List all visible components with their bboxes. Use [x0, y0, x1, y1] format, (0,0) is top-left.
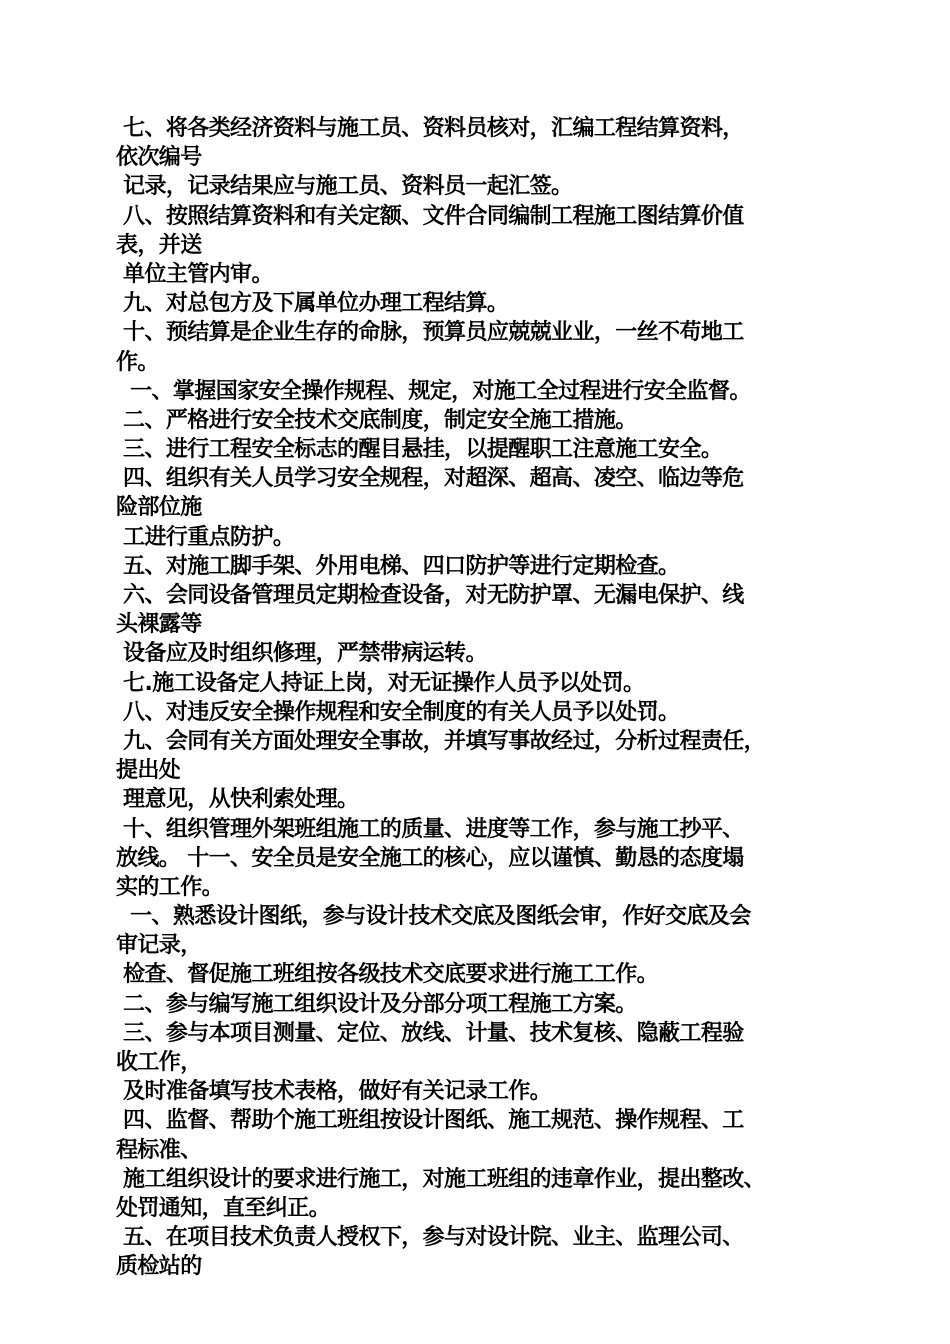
text-line: 七.施工设备定人持证上岗，对无证操作人员予以处罚。	[116, 670, 645, 696]
text-line: 表，并送	[116, 232, 202, 258]
text-line: 作。	[116, 349, 159, 375]
text-line: 三、进行工程安全标志的醒目悬挂，以提醒职工注意施工安全。	[116, 437, 723, 463]
text-line: 十、组织管理外架班组施工的质量、进度等工作，参与施工抄平、	[116, 816, 744, 842]
text-line: 提出处	[116, 758, 181, 784]
text-line: 三、参与本项目测量、定位、放线、计量、技术复核、隐蔽工程验	[116, 1020, 744, 1046]
text-line: 审记录，	[116, 933, 202, 959]
text-line: 二、严格进行安全技术交底制度，制定安全施工措施。	[116, 407, 637, 433]
text-line: 二、参与编写施工组织设计及分部分项工程施工方案。	[116, 991, 637, 1017]
document-body	[116, 114, 836, 1282]
text-line: 四、组织有关人员学习安全规程，对超深、超高、凌空、临边等危	[116, 466, 744, 492]
text-line: 险部位施	[116, 495, 202, 521]
text-line: 工进行重点防护。	[116, 524, 295, 550]
text-line: 四、监督、帮助个施工班组按设计图纸、施工规范、操作规程、工	[116, 1108, 744, 1134]
text-line: 收工作，	[116, 1050, 202, 1075]
text-line: 放线。 十一、安全员是安全施工的核心，应以谨慎、勤恳的态度塌	[116, 845, 744, 871]
text-line: 一、熟悉设计图纸，参与设计技术交底及图纸会审，作好交底及会	[116, 904, 751, 930]
text-line: 七、将各类经济资料与施工员、资料员核对，汇编工程结算资料，	[116, 116, 744, 141]
text-line: 设备应及时组织修理，严禁带病运转。	[116, 641, 487, 667]
text-line: 依次编号	[116, 145, 202, 171]
text-line: 九、对总包方及下属单位办理工程结算。	[116, 291, 509, 317]
text-line: 处罚通知，直至纠正。	[116, 1195, 331, 1221]
text-line: 施工组织设计的要求进行施工，对施工班组的违章作业，提出整改、	[116, 1166, 766, 1192]
text-line: 质检站的	[116, 1254, 202, 1280]
text-line: 九、会同有关方面处理安全事故，并填写事故经过，分析过程责任，	[116, 728, 766, 754]
text-line: 一、掌握国家安全操作规程、规定，对施工全过程进行安全监督。	[116, 378, 751, 404]
text-line: 八、按照结算资料和有关定额、文件合同编制工程施工图结算价值	[116, 203, 744, 229]
text-line: 单位主管内审。	[116, 261, 273, 287]
text-line: 及时准备填写技术表格，做好有关记录工作。	[116, 1079, 552, 1105]
text-line: 五、对施工脚手架、外用电梯、四口防护等进行定期检查。	[116, 553, 680, 579]
text-line: 实的工作。	[116, 874, 224, 900]
text-line: 八、对违反安全操作规程和安全制度的有关人员予以处罚。	[116, 699, 680, 725]
text-line: 六、会同设备管理员定期检查设备，对无防护罩、无漏电保护、线	[116, 583, 744, 608]
text-line: 程标准、	[116, 1137, 202, 1163]
text-line: 五、在项目技术负责人授权下，参与对设计院、业主、监理公司、	[116, 1225, 744, 1251]
text-line: 理意见，从快利索处理。	[116, 787, 359, 813]
text-line: 记录，记录结果应与施工员、资料员一起汇签。	[116, 174, 573, 200]
text-line: 十、预结算是企业生存的命脉，预算员应兢兢业业，一丝不苟地工	[116, 320, 744, 346]
text-line: 头裸露等	[116, 612, 202, 638]
text-line: 检查、督促施工班组按各级技术交底要求进行施工工作。	[116, 962, 659, 988]
